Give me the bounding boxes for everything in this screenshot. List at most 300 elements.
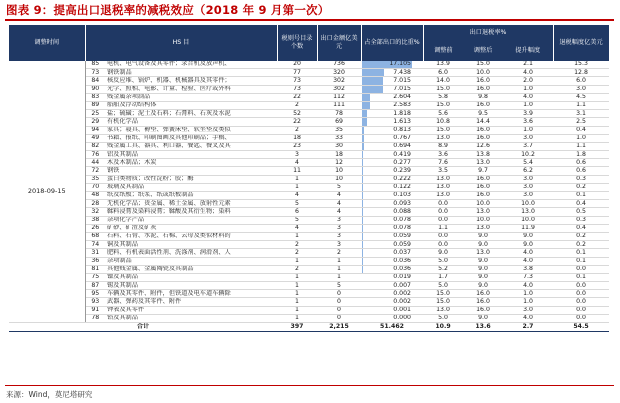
- reduction-cell: 0.2: [553, 241, 609, 249]
- hs-code-cell: 75: [85, 273, 105, 281]
- rate-after-cell: 16.0: [463, 134, 503, 142]
- tax-code-count-cell: 73: [277, 85, 317, 93]
- export-amount-cell: 3: [317, 241, 361, 249]
- rate-after-cell: 16.0: [463, 175, 503, 183]
- rate-after-cell: 9.5: [463, 110, 503, 118]
- table-row: [9, 61, 609, 69]
- export-amount-cell: 18: [317, 151, 361, 159]
- table-row: [9, 200, 609, 208]
- share-bar: [362, 143, 364, 150]
- rate-after-cell: 14.4: [463, 118, 503, 126]
- export-amount-cell: 0: [317, 314, 361, 322]
- share-cell: [361, 200, 423, 208]
- table-row: [9, 290, 609, 298]
- rate-before-cell: 3.5: [423, 167, 463, 175]
- rate-up-cell: 1.0: [503, 290, 553, 298]
- share-value: 0.002: [393, 289, 411, 297]
- rate-up-cell: 3.7: [503, 142, 553, 150]
- rate-after-cell: 10.0: [463, 69, 503, 77]
- hs-code-cell: 48: [85, 192, 105, 200]
- share-value: 0.078: [393, 224, 411, 232]
- share-cell: [361, 85, 423, 93]
- hs-name-cell: 杂项制品: [105, 257, 277, 265]
- reduction-cell: 0.4: [553, 200, 609, 208]
- total-rate-up: 2.7: [503, 323, 553, 332]
- hs-code-cell: 83: [85, 93, 105, 101]
- table-row: [9, 126, 609, 134]
- share-cell: [361, 134, 423, 142]
- share-cell: [361, 175, 423, 183]
- rate-before-cell: 0.0: [423, 200, 463, 208]
- reduction-cell: 0.1: [553, 273, 609, 281]
- total-tax-codes: 397: [277, 323, 317, 332]
- rate-after-cell: 10.0: [463, 216, 503, 224]
- hs-name-cell: 钢铁制品: [105, 69, 277, 77]
- hs-code-cell: 35: [85, 175, 105, 183]
- export-amount-cell: 10: [317, 175, 361, 183]
- share-value: 0.036: [393, 265, 411, 273]
- export-amount-cell: 111: [317, 101, 361, 109]
- share-bar: [362, 102, 370, 109]
- hs-name-cell: 无机化学品；贵金属、稀土金属、放射性元素: [105, 200, 277, 208]
- tax-code-count-cell: 2: [277, 126, 317, 134]
- hs-code-cell: 31: [85, 249, 105, 257]
- rate-up-cell: 3.9: [503, 110, 553, 118]
- reduction-cell: 0.2: [553, 232, 609, 240]
- header-export-amount: 出口金额亿美元: [317, 25, 361, 61]
- hs-name-cell: 有机化学品: [105, 118, 277, 126]
- rate-before-cell: 3.6: [423, 151, 463, 159]
- rate-after-cell: 9.0: [463, 314, 503, 322]
- rate-up-cell: 4.0: [503, 257, 553, 265]
- share-bar: [362, 151, 363, 158]
- tax-code-count-cell: 52: [277, 110, 317, 118]
- hs-code-cell: 29: [85, 118, 105, 126]
- hs-code-cell: 87: [85, 282, 105, 290]
- source-note: 来源：Wind，莫尼塔研究: [6, 390, 93, 399]
- reduction-cell: 0.1: [553, 192, 609, 200]
- table-row: [9, 306, 609, 314]
- hs-code-cell: 90: [85, 85, 105, 93]
- share-cell: [361, 142, 423, 150]
- table-row: [9, 110, 609, 118]
- reduction-cell: 0.6: [553, 167, 609, 175]
- rate-before-cell: 13.0: [423, 134, 463, 142]
- table-row: [9, 142, 609, 150]
- share-value: 0.036: [393, 257, 411, 264]
- rate-before-cell: 5.0: [423, 282, 463, 290]
- rate-before-cell: 0.0: [423, 216, 463, 224]
- hs-code-cell: 72: [85, 167, 105, 175]
- share-value: 0.088: [393, 207, 411, 215]
- hs-code-cell: 91: [85, 306, 105, 314]
- rate-up-cell: 3.8: [503, 265, 553, 273]
- share-cell: [361, 216, 423, 224]
- share-cell: [361, 306, 423, 314]
- source-rule: [5, 385, 614, 386]
- table-row: [9, 216, 609, 224]
- table-row: [9, 208, 609, 216]
- share-cell: [361, 183, 423, 191]
- rate-after-cell: 13.0: [463, 159, 503, 167]
- reduction-cell: 0.0: [553, 265, 609, 273]
- hs-name-cell: 其他贱金属、金属陶瓷及其制品: [105, 265, 277, 273]
- hs-code-cell: 84: [85, 77, 105, 85]
- rate-up-cell: 2.1: [503, 61, 553, 69]
- share-value: 2.583: [393, 101, 411, 109]
- rate-after-cell: 12.6: [463, 142, 503, 150]
- table-row: [9, 314, 609, 322]
- header-reduction: 退税幅度亿美元: [553, 25, 609, 61]
- rate-up-cell: 7.3: [503, 273, 553, 281]
- tax-code-count-cell: 3: [277, 151, 317, 159]
- reduction-cell: 1.1: [553, 101, 609, 109]
- share-value: 7.015: [393, 85, 411, 93]
- table-row: [9, 298, 609, 306]
- share-cell: [361, 192, 423, 200]
- tax-code-count-cell: 1: [277, 175, 317, 183]
- header-share: 占全部出口的比重%: [361, 25, 423, 61]
- share-cell: [361, 126, 423, 134]
- hs-code-cell: 94: [85, 126, 105, 134]
- rate-after-cell: 15.0: [463, 61, 503, 69]
- hs-code-cell: 32: [85, 208, 105, 216]
- rate-up-cell: 6.2: [503, 167, 553, 175]
- table-row: [9, 273, 609, 281]
- reduction-cell: 0.1: [553, 257, 609, 265]
- rate-after-cell: 16.0: [463, 290, 503, 298]
- tax-code-count-cell: 77: [277, 69, 317, 77]
- rate-after-cell: 9.0: [463, 232, 503, 240]
- tax-code-count-cell: 1: [277, 298, 317, 306]
- export-amount-cell: 35: [317, 126, 361, 134]
- rate-up-cell: 3.0: [503, 192, 553, 200]
- export-amount-cell: 12: [317, 159, 361, 167]
- reduction-cell: 0.4: [553, 224, 609, 232]
- rate-after-cell: 13.0: [463, 249, 503, 257]
- hs-code-cell: 28: [85, 200, 105, 208]
- share-bar: [362, 94, 370, 101]
- share-value: 7.015: [393, 76, 411, 84]
- reduction-cell: 3.1: [553, 110, 609, 118]
- hs-name-cell: 鞣料浸膏及染料浸膏；鞣酸及其衍生物；染料: [105, 208, 277, 216]
- export-amount-cell: 3: [317, 232, 361, 240]
- rate-after-cell: 10.0: [463, 200, 503, 208]
- share-value: 0.222: [393, 175, 411, 183]
- rate-before-cell: 5.0: [423, 314, 463, 322]
- hs-name-cell: 玻璃及其制品: [105, 183, 277, 191]
- rate-after-cell: 16.0: [463, 298, 503, 306]
- hs-code-cell: 36: [85, 257, 105, 265]
- share-bar: [362, 135, 364, 142]
- rate-after-cell: 16.0: [463, 126, 503, 134]
- tax-code-count-cell: 11: [277, 167, 317, 175]
- export-amount-cell: 69: [317, 118, 361, 126]
- rate-before-cell: 15.0: [423, 298, 463, 306]
- tax-code-count-cell: 4: [277, 159, 317, 167]
- share-value: 17.105: [389, 61, 411, 68]
- table-body: [9, 61, 609, 332]
- share-value: 0.078: [393, 216, 411, 224]
- rate-before-cell: 9.0: [423, 249, 463, 257]
- rate-up-cell: 1.0: [503, 85, 553, 93]
- reduction-cell: 3.0: [553, 85, 609, 93]
- reduction-cell: 6.0: [553, 77, 609, 85]
- share-value: 0.767: [393, 134, 411, 142]
- rate-before-cell: 0.0: [423, 241, 463, 249]
- export-amount-cell: 1: [317, 265, 361, 273]
- rate-after-cell: 9.0: [463, 257, 503, 265]
- table-row: [9, 232, 609, 240]
- rate-before-cell: 13.0: [423, 306, 463, 314]
- tax-code-count-cell: 23: [277, 142, 317, 150]
- share-value: 0.019: [393, 273, 411, 281]
- hs-code-cell: 44: [85, 159, 105, 167]
- rate-before-cell: 13.0: [423, 192, 463, 200]
- rate-before-cell: 1.1: [423, 224, 463, 232]
- rate-after-cell: 9.0: [463, 273, 503, 281]
- share-cell: [361, 290, 423, 298]
- reduction-cell: 0.0: [553, 290, 609, 298]
- hs-name-cell: 贱金属工具、器具、利口器、餐匙、餐叉及其: [105, 142, 277, 150]
- share-cell: [361, 273, 423, 281]
- rate-up-cell: 13.0: [503, 208, 553, 216]
- reduction-cell: 0.0: [553, 306, 609, 314]
- hs-code-cell: 49: [85, 134, 105, 142]
- hs-name-cell: 贱金属杂项制品: [105, 93, 277, 101]
- rate-after-cell: 9.7: [463, 167, 503, 175]
- tax-code-count-cell: 1: [277, 282, 317, 290]
- hs-name-cell: 电机、电气设备及其零件；录音机及放声机、: [105, 61, 277, 69]
- rate-after-cell: 16.0: [463, 101, 503, 109]
- tax-code-count-cell: 4: [277, 192, 317, 200]
- share-cell: [361, 118, 423, 126]
- hs-code-cell: 95: [85, 290, 105, 298]
- hs-code-cell: 70: [85, 183, 105, 191]
- reduction-cell: 0.3: [553, 175, 609, 183]
- rate-up-cell: 1.0: [503, 126, 553, 134]
- share-bar: [362, 86, 383, 93]
- rate-before-cell: 1.7: [423, 273, 463, 281]
- table-row: [9, 224, 609, 232]
- table-row: [9, 77, 609, 85]
- export-amount-cell: 736: [317, 61, 361, 69]
- share-cell: [361, 110, 423, 118]
- export-amount-cell: 0: [317, 306, 361, 314]
- share-cell: [361, 77, 423, 85]
- rate-before-cell: 5.0: [423, 257, 463, 265]
- hs-name-cell: 肥料、有机表面活性剂、洗涤剂、润滑剂、人: [105, 249, 277, 257]
- hs-code-cell: 68: [85, 232, 105, 240]
- export-amount-cell: 5: [317, 282, 361, 290]
- figure-title: 图表 9：提高出口退税率的减税效应（2018 年 9 月第一次）: [6, 3, 330, 17]
- share-cell: [361, 167, 423, 175]
- tax-code-count-cell: 6: [277, 208, 317, 216]
- rate-up-cell: 2.0: [503, 77, 553, 85]
- rate-up-cell: 10.2: [503, 151, 553, 159]
- rate-up-cell: 3.0: [503, 306, 553, 314]
- tax-code-count-cell: 1: [277, 273, 317, 281]
- share-cell: [361, 232, 423, 240]
- hs-code-cell: 93: [85, 298, 105, 306]
- hs-name-cell: 家具；寝具、褥垫、弹簧床垫、软坐垫及类似: [105, 126, 277, 134]
- table-row: [9, 192, 609, 200]
- reduction-cell: 0.0: [553, 298, 609, 306]
- rate-after-cell: 13.0: [463, 208, 503, 216]
- export-amount-cell: 112: [317, 93, 361, 101]
- table-row: [9, 167, 609, 175]
- hs-name-cell: 盐；硫磺；泥土及石料；石膏料、石灰及水泥: [105, 110, 277, 118]
- rate-after-cell: 9.0: [463, 241, 503, 249]
- hs-name-cell: 铝及其制品: [105, 151, 277, 159]
- export-amount-cell: 0: [317, 290, 361, 298]
- export-amount-cell: 3: [317, 224, 361, 232]
- share-cell: [361, 265, 423, 273]
- share-bar: [362, 167, 363, 174]
- header-date: 调整时间: [9, 25, 85, 61]
- share-cell: [361, 101, 423, 109]
- rate-before-cell: 14.0: [423, 77, 463, 85]
- header-row: [9, 25, 609, 61]
- hs-name-cell: 钟表及其零件: [105, 306, 277, 314]
- rate-before-cell: 15.0: [423, 126, 463, 134]
- rate-up-cell: 3.6: [503, 118, 553, 126]
- rate-up-cell: 1.0: [503, 101, 553, 109]
- rate-before-cell: 13.0: [423, 175, 463, 183]
- table-row: [9, 265, 609, 273]
- header-hs: HS 目: [85, 25, 277, 61]
- reduction-cell: 0.4: [553, 126, 609, 134]
- share-value: 0.239: [393, 166, 411, 174]
- rate-before-cell: 15.0: [423, 101, 463, 109]
- tax-code-count-cell: 1: [277, 257, 317, 265]
- rate-before-cell: 5.8: [423, 93, 463, 101]
- hs-name-cell: 核反应堆、锅炉、机器、机械器具及其零件；: [105, 77, 277, 85]
- reduction-cell: 1.8: [553, 151, 609, 159]
- share-value: 7.438: [393, 68, 411, 76]
- share-cell: [361, 69, 423, 77]
- tax-code-count-cell: 5: [277, 200, 317, 208]
- hs-name-cell: 杂项化学产品: [105, 216, 277, 224]
- rate-after-cell: 16.0: [463, 77, 503, 85]
- tax-code-count-cell: 20: [277, 61, 317, 69]
- rate-after-cell: 9.8: [463, 93, 503, 101]
- header-rate-before: 调整前: [434, 47, 453, 54]
- share-value: 0.122: [393, 183, 411, 191]
- export-amount-cell: 1: [317, 257, 361, 265]
- reduction-cell: 0.6: [553, 159, 609, 167]
- hs-code-cell: 76: [85, 151, 105, 159]
- export-amount-cell: 3: [317, 216, 361, 224]
- total-reduction: 54.5: [553, 323, 609, 332]
- export-amount-cell: 302: [317, 77, 361, 85]
- share-bar: [362, 176, 363, 183]
- export-amount-cell: 4: [317, 208, 361, 216]
- table-row: [9, 69, 609, 77]
- table-row: [9, 134, 609, 142]
- tax-code-count-cell: 5: [277, 216, 317, 224]
- reduction-cell: 0.2: [553, 183, 609, 191]
- rate-before-cell: 15.0: [423, 290, 463, 298]
- share-cell: [361, 314, 423, 322]
- reduction-cell: 0.3: [553, 216, 609, 224]
- hs-code-cell: 26: [85, 224, 105, 232]
- export-amount-cell: 2: [317, 249, 361, 257]
- share-cell: [361, 249, 423, 257]
- total-rate-after: 13.6: [463, 323, 503, 332]
- share-cell: [361, 159, 423, 167]
- share-cell: [361, 224, 423, 232]
- reduction-cell: 0.0: [553, 282, 609, 290]
- rate-up-cell: 3.0: [503, 134, 553, 142]
- share-value: 0.002: [393, 297, 411, 305]
- rate-up-cell: 4.0: [503, 314, 553, 322]
- tax-code-count-cell: 73: [277, 77, 317, 85]
- share-value: 0.037: [393, 248, 411, 256]
- share-cell: [361, 298, 423, 306]
- share-value: 0.059: [393, 240, 411, 248]
- rate-after-cell: 16.0: [463, 192, 503, 200]
- reduction-cell: 12.8: [553, 69, 609, 77]
- hs-name-cell: 木及木制品；木炭: [105, 159, 277, 167]
- tax-code-count-cell: 2: [277, 249, 317, 257]
- reduction-cell: 2.5: [553, 118, 609, 126]
- hs-code-cell: 89: [85, 101, 105, 109]
- rate-before-cell: 15.0: [423, 85, 463, 93]
- tax-code-count-cell: 1: [277, 290, 317, 298]
- export-amount-cell: 5: [317, 183, 361, 191]
- header-rate-title: 出口退税率%: [469, 29, 507, 36]
- rate-up-cell: 4.0: [503, 69, 553, 77]
- tax-code-count-cell: 22: [277, 93, 317, 101]
- rate-after-cell: 16.0: [463, 183, 503, 191]
- tax-code-count-cell: 1: [277, 306, 317, 314]
- rate-up-cell: 3.0: [503, 175, 553, 183]
- rate-up-cell: 4.0: [503, 249, 553, 257]
- rate-after-cell: 13.0: [463, 224, 503, 232]
- hs-name-cell: 纸及纸板；纸浆、纸或纸板制品: [105, 192, 277, 200]
- hs-name-cell: 铅及其制品: [105, 314, 277, 322]
- rate-up-cell: 3.0: [503, 183, 553, 191]
- rate-before-cell: 5.6: [423, 110, 463, 118]
- share-bar: [362, 118, 367, 125]
- share-value: 0.093: [393, 199, 411, 207]
- header-rate-group: [423, 25, 553, 61]
- share-bar: [362, 69, 384, 76]
- share-value: 0.419: [393, 150, 411, 158]
- share-value: 1.818: [393, 109, 411, 117]
- export-amount-cell: 1: [317, 273, 361, 281]
- rate-up-cell: 9.0: [503, 232, 553, 240]
- tax-code-count-cell: 2: [277, 101, 317, 109]
- total-share: 51.462: [361, 323, 423, 332]
- export-amount-cell: 10: [317, 167, 361, 175]
- reduction-cell: 0.5: [553, 208, 609, 216]
- rate-up-cell: 10.0: [503, 216, 553, 224]
- hs-name-cell: 光学、照相、电影、计量、检验、医疗或外科: [105, 85, 277, 93]
- hs-name-cell: 武器、弹药及其零件、附件: [105, 298, 277, 306]
- hs-code-cell: 73: [85, 69, 105, 77]
- title-rule: [5, 19, 614, 21]
- table-row: [9, 249, 609, 257]
- rate-before-cell: 7.6: [423, 159, 463, 167]
- hs-name-cell: 铜及其制品: [105, 241, 277, 249]
- reduction-cell: 0.1: [553, 249, 609, 257]
- export-amount-cell: 0: [317, 298, 361, 306]
- hs-code-cell: 38: [85, 216, 105, 224]
- hs-code-cell: 82: [85, 142, 105, 150]
- hs-code-cell: 74: [85, 241, 105, 249]
